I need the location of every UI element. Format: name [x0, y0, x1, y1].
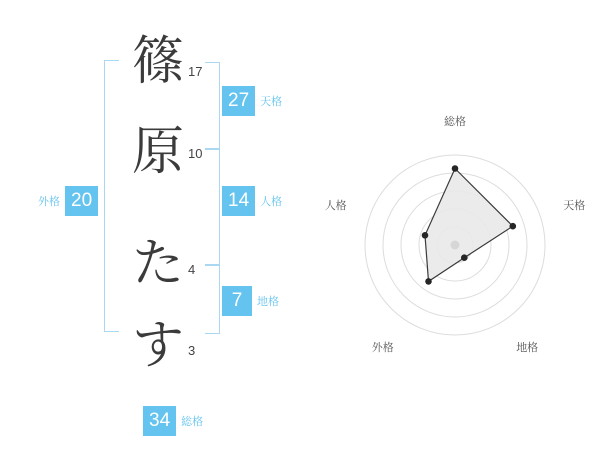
name-character-1: 篠 [131, 32, 184, 92]
stroke-count-3: 4 [188, 262, 196, 277]
stroke-count-1: 17 [188, 64, 203, 79]
stroke-count-4: 3 [188, 343, 196, 358]
score-jinkaku-value: 14 [222, 186, 255, 216]
score-chikaku-label: 地格 [257, 295, 279, 308]
radar-axis-label-jinkaku: 人格 [324, 199, 347, 213]
bracket-jinkaku [205, 148, 220, 266]
score-jinkaku [222, 186, 282, 216]
radar-axis-label-chikaku: 地格 [516, 340, 539, 354]
bracket-tenkaku [205, 62, 220, 150]
name-character-4: す [131, 316, 184, 376]
score-gaikaku [38, 186, 98, 216]
radar-axis-label-tenkaku: 天格 [563, 199, 586, 213]
score-soukaku-label: 総格 [181, 415, 204, 428]
radar-center-dot [451, 241, 460, 250]
score-tenkaku-value: 27 [222, 86, 255, 116]
score-soukaku [143, 406, 203, 436]
score-tenkaku [222, 86, 282, 116]
name-character-2: 原 [131, 122, 184, 182]
radar-axis-label-gaikaku: 外格 [371, 340, 394, 354]
score-gaikaku-label: 外格 [38, 195, 60, 208]
radar-axis-label-soukaku: 総格 [444, 115, 466, 128]
radar-data-area [425, 169, 513, 282]
bracket-gaikaku [104, 60, 119, 332]
score-chikaku [222, 286, 279, 316]
bracket-chikaku [205, 264, 220, 334]
score-tenkaku-label: 天格 [260, 95, 283, 108]
radar-chart [310, 95, 600, 395]
radar-chart-svg [310, 95, 600, 395]
stroke-count-2: 10 [188, 146, 203, 161]
score-gaikaku-value: 20 [65, 186, 98, 216]
score-jinkaku-label: 人格 [260, 195, 283, 208]
score-soukaku-value: 34 [143, 406, 176, 436]
score-chikaku-value: 7 [222, 286, 252, 316]
name-character-3: た [131, 234, 184, 294]
